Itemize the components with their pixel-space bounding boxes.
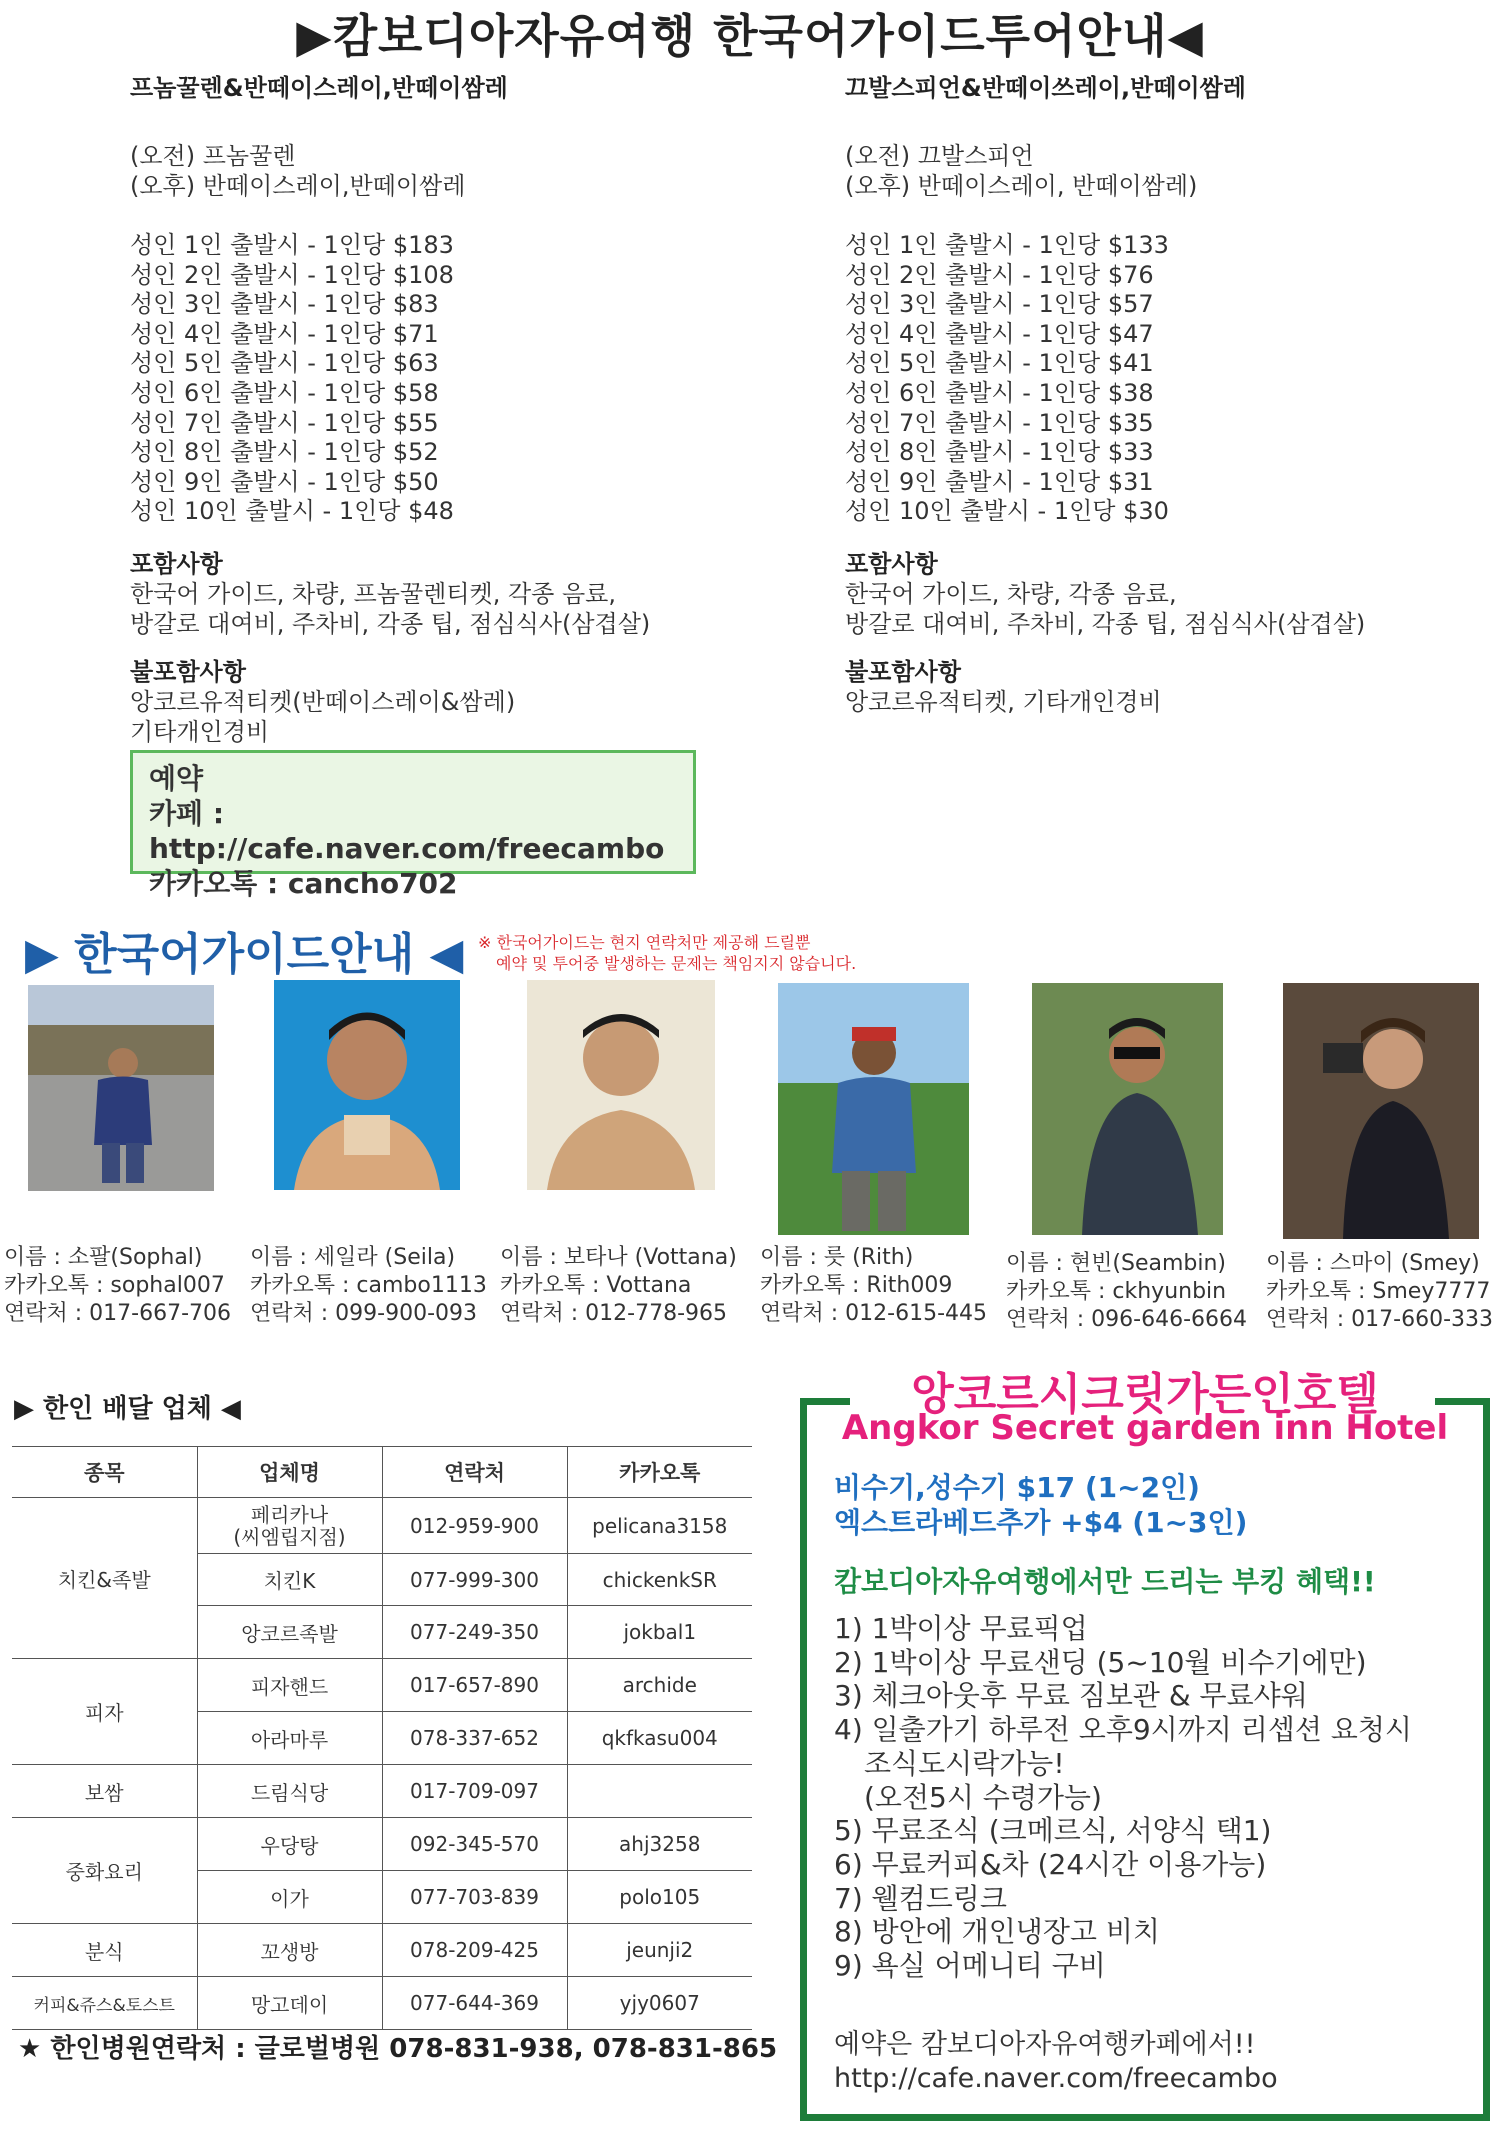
guide-name: 이름 : 소팔(Sophal) — [4, 1245, 203, 1270]
price-line: 성인 9인 출발시 - 1인당 $31 — [845, 467, 1154, 496]
kakao-cell: ahj3258 — [567, 1818, 752, 1871]
category-cell: 커피&쥬스&토스트 — [12, 1977, 197, 2030]
guide-phone: 연락처 : 017-667-706 — [4, 1301, 232, 1326]
name-cell: 아라마루 — [197, 1712, 382, 1765]
schedule-line: (오전) 프놈꿀렌 — [130, 142, 296, 170]
guide-name: 이름 : 보타나 (Vottana) — [500, 1245, 737, 1270]
included-line: 방갈로 대여비, 주차비, 각종 팁, 점심식사(삼겹살) — [130, 609, 651, 638]
category-cell: 피자 — [12, 1659, 197, 1765]
kakao-cell — [567, 1765, 752, 1818]
price-line: 성인 10인 출발시 - 1인당 $48 — [130, 497, 454, 526]
kakao-cell: yjy0607 — [567, 1977, 752, 2030]
excluded-list — [130, 687, 730, 747]
hotel-title-korean: 앙코르시크릿가든인호텔 — [911, 1369, 1379, 1420]
name-cell: 치킨K — [197, 1554, 382, 1606]
kakao-cell: pelicana3158 — [567, 1498, 752, 1554]
guide-name: 이름 : 릇 (Rith) — [760, 1245, 914, 1270]
excluded-line: 앙코르유적티켓, 기타개인경비 — [845, 687, 1162, 716]
list-item: 2) 1박이상 무료샌딩 (5~10월 비수기에만) — [834, 1645, 1367, 1679]
list-item: 5) 무료조식 (크메르식, 서양식 택1) — [834, 1814, 1272, 1848]
table-header-row — [12, 1447, 752, 1498]
delivery-title: ▶ 한인 배달 업체 ◀ — [14, 1394, 241, 1424]
price-line: 성인 7인 출발시 - 1인당 $35 — [845, 408, 1154, 437]
guide-photo-smey — [1283, 983, 1479, 1239]
list-item: 6) 무료커피&차 (24시간 이용가능) — [834, 1847, 1267, 1881]
guide-card-smey — [1266, 1250, 1493, 1334]
guide-name: 이름 : 스마이 (Smey) — [1266, 1251, 1480, 1276]
price-line: 성인 7인 출발시 - 1인당 $55 — [130, 408, 439, 437]
guides-note — [478, 932, 856, 974]
price-line: 성인 8인 출발시 - 1인당 $33 — [845, 438, 1154, 467]
name-cell: 우당탕 — [197, 1818, 382, 1871]
kakao-cell: archide — [567, 1659, 752, 1712]
reservation-label: 예약 — [149, 762, 204, 795]
guide-photo-rith — [778, 983, 969, 1235]
tour-1-schedule — [130, 141, 730, 201]
tour-1-prices — [130, 231, 730, 527]
included-label: 포함사항 — [130, 549, 223, 578]
included-line: 한국어 가이드, 차량, 각종 음료, — [845, 579, 1177, 608]
phone-cell: 017-709-097 — [382, 1765, 567, 1818]
guide-phone: 연락처 : 096-646-6664 — [1006, 1307, 1248, 1332]
price-line: 성인 4인 출발시 - 1인당 $47 — [845, 319, 1154, 348]
name-cell: 망고데이 — [197, 1977, 382, 2030]
reservation-kakao: 카카오톡 : cancho702 — [149, 867, 458, 900]
name-cell: 피자핸드 — [197, 1659, 382, 1712]
tour-1-heading: 프놈꿀렌&반떼이스레이,반떼이쌈레 — [130, 74, 508, 102]
table-row — [12, 1977, 752, 2030]
tour-2-heading: 끄발스피언&반떼이쓰레이,반떼이쌈레 — [845, 74, 1246, 102]
kakao-cell: polo105 — [567, 1871, 752, 1924]
guide-card-vottana — [500, 1244, 737, 1328]
kakao-cell: qkfkasu004 — [567, 1712, 752, 1765]
guide-photo-vottana — [527, 980, 715, 1190]
table-row — [12, 1765, 752, 1818]
price-line: 성인 10인 출발시 - 1인당 $30 — [845, 497, 1169, 526]
phone-cell: 078-337-652 — [382, 1712, 567, 1765]
list-item: 조식도시락가능! — [864, 1746, 1065, 1780]
name-cell: 페리카나 (씨엠립지점) — [197, 1498, 382, 1554]
phone-cell: 077-999-300 — [382, 1554, 567, 1606]
guide-name: 이름 : 세일라 (Seila) — [250, 1245, 456, 1270]
guide-kakao: 카카오톡 : Vottana — [500, 1273, 692, 1298]
table-row — [12, 1924, 752, 1977]
price-line: 성인 9인 출발시 - 1인당 $50 — [130, 467, 439, 496]
excluded-list — [845, 687, 1445, 717]
name-cell: 앙코르족발 — [197, 1606, 382, 1659]
list-item: 7) 웰컴드링크 — [834, 1881, 1007, 1915]
included-label: 포함사항 — [845, 549, 938, 578]
category-cell: 중화요리 — [12, 1818, 197, 1924]
list-item: 8) 방안에 개인냉장고 비치 — [834, 1915, 1160, 1949]
guide-kakao: 카카오톡 : Smey7777 — [1266, 1279, 1491, 1304]
list-item: 1) 1박이상 무료픽업 — [834, 1612, 1088, 1645]
col-header-name: 업체명 — [197, 1447, 382, 1498]
hotel-footer-link[interactable]: http://cafe.naver.com/freecambo — [834, 2063, 1278, 2094]
phone-cell: 077-249-350 — [382, 1606, 567, 1659]
reservation-cafe-link[interactable]: 카페 : http://cafe.naver.com/freecambo — [149, 797, 665, 865]
guide-card-seambin — [1006, 1250, 1247, 1334]
guide-kakao: 카카오톡 : sophal007 — [4, 1273, 225, 1298]
phone-cell: 012-959-900 — [382, 1498, 567, 1554]
hotel-prices — [834, 1470, 1247, 1540]
price-line: 성인 3인 출발시 - 1인당 $57 — [845, 290, 1154, 319]
table-row — [12, 1659, 752, 1712]
guide-phone: 연락처 : 099-900-093 — [250, 1301, 478, 1326]
kakao-cell: chickenkSR — [567, 1554, 752, 1606]
included-list — [130, 579, 730, 639]
list-item: 4) 일출가기 하루전 오후9시까지 리셉션 요청시 — [834, 1713, 1412, 1747]
price-line: 성인 1인 출발시 - 1인당 $133 — [845, 231, 1169, 259]
list-item: (오전5시 수령가능) — [864, 1780, 1102, 1814]
price-line: 성인 6인 출발시 - 1인당 $38 — [845, 378, 1154, 407]
category-cell: 보쌈 — [12, 1765, 197, 1818]
hotel-benefit-list — [834, 1612, 1412, 1983]
guide-phone: 연락처 : 012-778-965 — [500, 1301, 728, 1326]
category-cell: 치킨&족발 — [12, 1498, 197, 1659]
tour-2 — [845, 68, 1445, 735]
price-line: 성인 1인 출발시 - 1인당 $183 — [130, 231, 454, 259]
tour-2-schedule — [845, 141, 1445, 201]
name-cell: 이가 — [197, 1871, 382, 1924]
table-row — [12, 1498, 752, 1554]
guide-photo-seila — [274, 980, 460, 1190]
guide-kakao: 카카오톡 : Rith009 — [760, 1273, 953, 1298]
hospital-contact: ★ 한인병원연락처 : 글로벌병원 078-831-938, 078-831-865 — [18, 2034, 778, 2064]
guide-card-rith — [760, 1244, 987, 1328]
name-cell: 드림식당 — [197, 1765, 382, 1818]
guides-title: ▶ 한국어가이드안내 ◀ — [25, 929, 464, 980]
hotel-price-line: 비수기,성수기 $17 (1~2인) — [834, 1471, 1200, 1504]
guide-card-sophal — [4, 1244, 231, 1328]
table-row — [12, 1818, 752, 1871]
price-line: 성인 2인 출발시 - 1인당 $76 — [845, 260, 1154, 289]
col-header-kakao: 카카오톡 — [567, 1447, 752, 1498]
name-cell: 꼬생방 — [197, 1924, 382, 1977]
guide-photo-seambin — [1032, 983, 1223, 1235]
guide-kakao: 카카오톡 : ckhyunbin — [1006, 1279, 1227, 1304]
schedule-line: (오후) 반떼이스레이, 반떼이쌈레) — [845, 172, 1198, 200]
price-line: 성인 3인 출발시 - 1인당 $83 — [130, 290, 439, 319]
list-item: 3) 체크아웃후 무료 짐보관 & 무료샤워 — [834, 1679, 1308, 1713]
hotel-benefit-heading: 캄보디아자유여행에서만 드리는 부킹 혜택!! — [834, 1565, 1376, 1598]
phone-cell: 077-703-839 — [382, 1871, 567, 1924]
hotel-footer-text: 예약은 캄보디아자유여행카페에서!! — [834, 2029, 1256, 2060]
category-cell: 분식 — [12, 1924, 197, 1977]
price-line: 성인 5인 출발시 - 1인당 $63 — [130, 349, 439, 378]
included-line: 한국어 가이드, 차량, 프놈꿀렌티켓, 각종 음료, — [130, 579, 616, 608]
excluded-line: 기타개인경비 — [130, 717, 270, 746]
list-item: 9) 욕실 어메니티 구비 — [834, 1949, 1106, 1983]
page-title: ▶캄보디아자유여행 한국어가이드투어안내◀ — [296, 9, 1204, 63]
col-header-category: 종목 — [12, 1447, 197, 1498]
price-line: 성인 8인 출발시 - 1인당 $52 — [130, 438, 439, 467]
phone-cell: 078-209-425 — [382, 1924, 567, 1977]
schedule-line: (오후) 반떼이스레이,반떼이쌈레 — [130, 172, 466, 200]
phone-cell: 017-657-890 — [382, 1659, 567, 1712]
tour-1 — [130, 68, 730, 765]
price-line: 성인 5인 출발시 - 1인당 $41 — [845, 349, 1154, 378]
price-line: 성인 6인 출발시 - 1인당 $58 — [130, 378, 439, 407]
reservation-box — [130, 750, 696, 900]
delivery-table — [12, 1446, 752, 2030]
price-line: 성인 4인 출발시 - 1인당 $71 — [130, 319, 439, 348]
included-line: 방갈로 대여비, 주차비, 각종 팁, 점심식사(삼겹살) — [845, 609, 1366, 638]
tour-2-prices — [845, 231, 1445, 527]
guide-photo-sophal — [28, 985, 214, 1191]
hotel-footer — [834, 2028, 1278, 2096]
guide-phone: 연락처 : 017-660-333 — [1266, 1307, 1494, 1332]
price-line: 성인 2인 출발시 - 1인당 $108 — [130, 260, 454, 289]
hotel-title-english: Angkor Secret garden inn Hotel — [841, 1408, 1449, 1448]
hotel-price-line: 엑스트라베드추가 +$4 (1~3인) — [834, 1506, 1248, 1539]
excluded-label: 불포함사항 — [130, 657, 246, 686]
guide-phone: 연락처 : 012-615-445 — [760, 1301, 988, 1326]
excluded-label: 불포함사항 — [845, 657, 961, 686]
excluded-line: 앙코르유적티켓(반떼이스레이&쌈레) — [130, 687, 516, 716]
included-list — [845, 579, 1445, 639]
phone-cell: 077-644-369 — [382, 1977, 567, 2030]
guide-kakao: 카카오톡 : cambo1113 — [250, 1273, 487, 1298]
col-header-phone: 연락처 — [382, 1447, 567, 1498]
phone-cell: 092-345-570 — [382, 1818, 567, 1871]
schedule-line: (오전) 끄발스피언 — [845, 142, 1034, 170]
guides-note-line: 예약 및 투어중 발생하는 문제는 책임지지 않습니다. — [496, 954, 857, 973]
kakao-cell: jeunji2 — [567, 1924, 752, 1977]
kakao-cell: jokbal1 — [567, 1606, 752, 1659]
guides-note-line: ※ 한국어가이드는 현지 연락처만 제공해 드릴뿐 — [478, 933, 811, 952]
guide-name: 이름 : 현빈(Seambin) — [1006, 1251, 1227, 1276]
guide-card-seila — [250, 1244, 487, 1328]
